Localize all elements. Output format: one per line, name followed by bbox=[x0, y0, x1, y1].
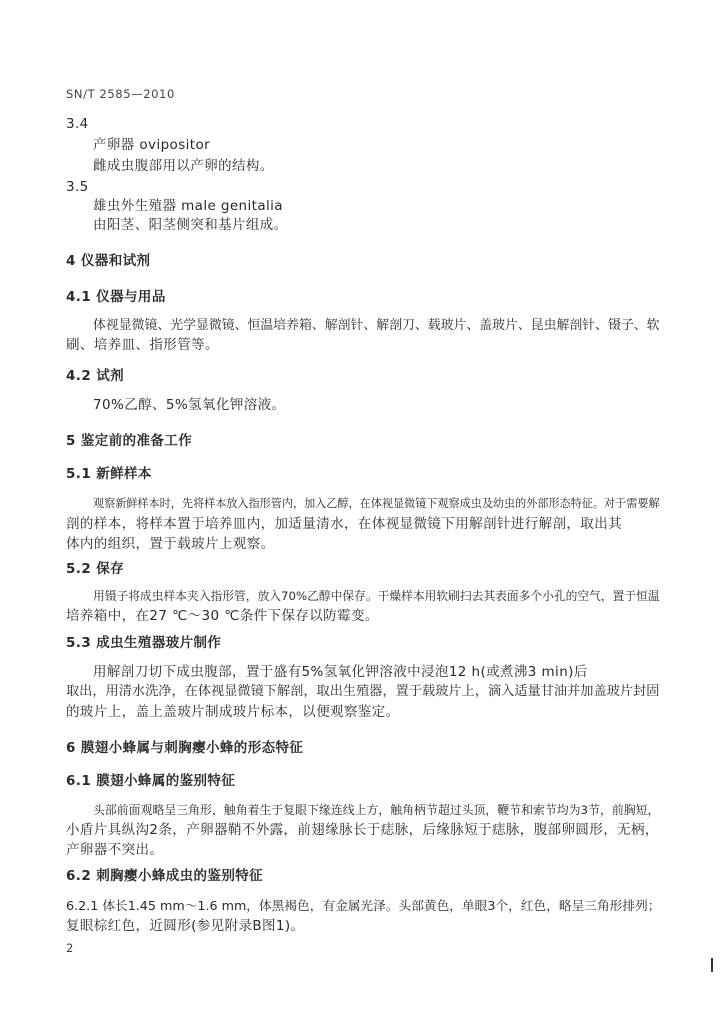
subsection-heading: 4.2 试剂 bbox=[66, 368, 125, 384]
paragraph-line: 体内的组织，置于载玻片上观察。 bbox=[66, 536, 275, 552]
paragraph-line: 剖的样本，将样本置于培养皿内，加适量清水，在体视显微镜下用解剖针进行解剖，取出其 bbox=[66, 516, 622, 532]
paragraph-line: 取出，用清水洗净，在体视显微镜下解剖，取出生殖器，置于载玻片上，滴入适量甘油并加盖玻片封固 bbox=[66, 684, 660, 699]
subsection-heading: 6.2 刺胸瘿小蜂成虫的鉴别特征 bbox=[66, 868, 264, 884]
paragraph-line: 70%乙醇、5%氢氧化钾溶液。 bbox=[93, 397, 286, 413]
term-entry: 雄虫外生殖器 male genitalia bbox=[93, 198, 283, 214]
paragraph-line: 体视显微镜、光学显微镜、恒温培养箱、解剖针、解剖刀、载玻片、盖玻片、昆虫解剖针、镊子、软 bbox=[93, 318, 660, 333]
paragraph-line: 产卵器不突出。 bbox=[66, 842, 164, 858]
subsection-heading: 6.1 膜翅小蜂属的鉴别特征 bbox=[66, 773, 236, 789]
page-edge-mark bbox=[711, 958, 713, 972]
section-heading: 6 膜翅小蜂属与刺胸瘿小蜂的形态特征 bbox=[66, 740, 304, 756]
page-number: 2 bbox=[66, 941, 74, 955]
section-heading: 4 仪器和试剂 bbox=[66, 253, 151, 269]
term-entry: 产卵器 ovipositor bbox=[93, 137, 211, 153]
section-heading: 5 鉴定前的准备工作 bbox=[66, 433, 193, 449]
clause-number: 3.4 bbox=[66, 116, 89, 132]
paragraph-line: 观察新鲜样本时，先将样本放入指形管内，加入乙醇，在体视显微镜下观察成虫及幼虫的外部形态特征。对于需要解 bbox=[93, 497, 660, 510]
paragraph-line: 用解剖刀切下成虫腹部，置于盛有5%氢氧化钾溶液中浸泡12 h(或煮沸3 min)后 bbox=[93, 664, 588, 680]
paragraph-line: 的玻片上，盖上盖玻片制成玻片标本，以便观察鉴定。 bbox=[66, 704, 400, 720]
term-definition: 雌成虫腹部用以产卵的结构。 bbox=[93, 158, 274, 174]
paragraph-line: 刷、培养皿、指形管等。 bbox=[66, 337, 219, 353]
paragraph-line: 培养箱中，在27 ℃～30 ℃条件下保存以防霉变。 bbox=[66, 608, 379, 624]
paragraph-line: 6.2.1 体长1.45 mm～1.6 mm，体黑褐色，有金属光泽。头部黄色，单眼3个，红色，略呈三角形排列； bbox=[66, 898, 661, 913]
clause-number: 3.5 bbox=[66, 179, 89, 195]
subsection-heading: 4.1 仪器与用品 bbox=[66, 289, 166, 305]
subsection-heading: 5.3 成虫生殖器玻片制作 bbox=[66, 635, 222, 651]
paragraph-line: 小盾片具纵沟2条，产卵器鞘不外露，前翅缘脉长于痣脉，后缘脉短于痣脉，腹部卵圆形，无柄， bbox=[66, 822, 659, 838]
paragraph-line: 复眼棕红色，近圆形(参见附录B图1)。 bbox=[66, 918, 305, 934]
standard-number: SN/T 2585—2010 bbox=[66, 87, 175, 101]
paragraph-line: 头部前面观略呈三角形，触角着生于复眼下缘连线上方，触角柄节超过头顶，鞭节和索节均为3节，前胸短， bbox=[93, 803, 660, 817]
term-definition: 由阳茎、阳茎侧突和基片组成。 bbox=[93, 217, 288, 233]
paragraph-line: 用镊子将成虫样本夹入指形管，放入70%乙醇中保存。干燥样本用软刷扫去其表面多个小孔的空气，置于恒温 bbox=[93, 589, 660, 603]
subsection-heading: 5.1 新鲜样本 bbox=[66, 466, 152, 482]
subsection-heading: 5.2 保存 bbox=[66, 561, 125, 577]
